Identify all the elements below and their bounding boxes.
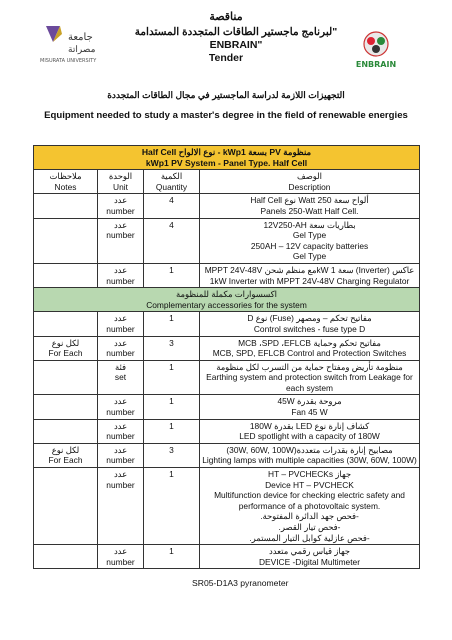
unit-cell: عدد number (98, 312, 144, 336)
svg-text:MISURATA UNIVERSITY: MISURATA UNIVERSITY (40, 58, 97, 64)
tender-title-ar: مناقصة (209, 11, 243, 23)
description-line: ألواح سعة 250 Watt نوع Half Cell (250, 195, 369, 206)
description-line: MCB, SPD, EFLCB Control and Protection Switches (212, 348, 407, 359)
description-cell (200, 545, 420, 569)
note-cell (34, 395, 98, 419)
quantity-cell: 1 (144, 360, 200, 395)
table-row (34, 194, 420, 218)
unit-cell: عدد number (98, 218, 144, 263)
unit-cell: عدد number (98, 395, 144, 419)
description-line: Earthing system and protection switch from Leakage for (206, 372, 413, 383)
section2-title-ar: اكسسوارات مكملة للمنظومة (176, 289, 277, 300)
section-header-pv (34, 146, 420, 170)
unit-cell: عدد number (98, 194, 144, 218)
quantity-cell: 1 (144, 312, 200, 336)
quantity-cell: 4 (144, 218, 200, 263)
description-cell (200, 218, 420, 263)
description-line: مفاتيح تحكم وحماية MCB ،SPD ،EFLCB (238, 337, 381, 348)
description-line: جهاز HT – PVCHECKs (268, 469, 351, 480)
description-line: 1kW Inverter with MPPT 24V-48V Charging Regulator (209, 275, 410, 286)
equipment-table (33, 145, 420, 569)
description-line: -فحص تيار القصر. (278, 522, 341, 532)
description-line: مفاتيح تحكم – ومصهر (Fuse) نوع D (247, 313, 372, 324)
table-row (34, 218, 420, 263)
tender-title-en: Tender (208, 52, 244, 64)
unit-cell: عدد number (98, 468, 144, 545)
note-cell (34, 194, 98, 218)
description-line: كشاف إنارة نوع LED بقدرة 180W (249, 420, 370, 431)
program-title-ar: لبرنامج ماجستير الطاقات المتجددة المستدامة" (134, 26, 338, 38)
svg-text:ENBRAIN: ENBRAIN (355, 60, 397, 69)
quantity-cell: 1 (144, 545, 200, 569)
program-title (128, 26, 344, 52)
table-row (34, 419, 420, 443)
unit-cell: عدد number (98, 443, 144, 467)
description-cell (200, 360, 420, 395)
unit-cell: فئة set (98, 360, 144, 395)
note-cell (34, 263, 98, 287)
note-cell (34, 218, 98, 263)
table-row (34, 312, 420, 336)
description-line: بطاريات سعة 12V250-AH (263, 219, 356, 230)
description-line: Control switches - fuse type D (253, 323, 366, 334)
description-line: Gel Type (292, 230, 327, 241)
quantity-cell: 3 (144, 443, 200, 467)
description-line: Device HT – PVCHECK (265, 479, 354, 490)
description-line: -فحص جهد الدائرة المفتوحة. (260, 511, 359, 522)
description-line: Multifunction device for checking electric safety and (214, 490, 405, 501)
note-cell (34, 312, 98, 336)
section2-title-en: Complementary accessories for the system (146, 299, 307, 310)
note-cell: لكل نوع For Each (34, 443, 98, 467)
note-cell: لكل نوع For Each (34, 336, 98, 360)
quantity-cell: 4 (144, 194, 200, 218)
subtitle-en: Equipment needed to study a master's degree in the field of renewable energies (44, 110, 408, 121)
col-quantity: الكمية Quantity (144, 170, 200, 194)
quantity-cell: 1 (144, 419, 200, 443)
description-line: Panels 250-Watt Half Cell. (260, 205, 359, 216)
col-unit: الوحدة Unit (98, 170, 144, 194)
description-cell (200, 336, 420, 360)
svg-text:جامعة: جامعة (68, 32, 93, 43)
description-line: Gel Type (292, 251, 327, 262)
col-description: الوصف Description (200, 170, 420, 194)
program-title-enbrain: ENBRAIN" (209, 39, 263, 51)
section-title-en: kWp1 PV System - Panel Type. Half Cell (145, 157, 308, 168)
header (0, 0, 452, 78)
section-title-ar: منظومة PV بسعة kWp1 - نوع الالواح Half Cell (141, 147, 312, 157)
note-cell (34, 468, 98, 545)
description-line: performance of a photovoltaic system. (238, 500, 381, 511)
table-row (34, 545, 420, 569)
quantity-cell: 1 (144, 263, 200, 287)
description-cell (200, 194, 420, 218)
subtitle-ar: التجهيزات اللازمة لدراسة الماجستير في مجال الطاقات المتجددة (107, 90, 345, 100)
table-row (34, 443, 420, 467)
description-line: LED spotlight with a capacity of 180W (239, 431, 380, 442)
table-row (34, 468, 420, 545)
section-header-accessories (34, 288, 420, 312)
col-notes: ملاحظات Notes (34, 170, 98, 194)
table-row (34, 360, 420, 395)
description-line: عاكس (Inverter) سعة 1 kWمع منظم شحن MPPT 24V-48V (204, 264, 415, 275)
pyranometer-line: SR05-D1A3 pyranometer (192, 578, 289, 588)
description-line: 250AH – 12V capacity batteries (250, 240, 369, 251)
description-cell (200, 443, 420, 467)
description-line: -فحص عازلية كوابل التيار المستمر. (249, 532, 370, 543)
table-row (34, 395, 420, 419)
quantity-cell: 1 (144, 395, 200, 419)
note-cell (34, 545, 98, 569)
description-line: Lighting lamps with multiple capacities (30W, 60W, 100W) (202, 455, 417, 466)
description-line: جهاز قياس رقمي متعدد (269, 546, 350, 557)
description-cell (200, 468, 420, 545)
description-line: each system (286, 382, 334, 393)
table-row (34, 336, 420, 360)
unit-cell: عدد number (98, 545, 144, 569)
quantity-cell: 3 (144, 336, 200, 360)
description-cell (200, 263, 420, 287)
column-header-row (34, 170, 420, 194)
description-cell (200, 395, 420, 419)
table-row (34, 263, 420, 287)
description-line: منظومة تأريض ومفتاح حماية من التسرب لكل منظومة (216, 361, 403, 372)
unit-cell: عدد number (98, 336, 144, 360)
description-line: Fan 45 W (291, 407, 328, 418)
description-line: مصابيح إنارة بقدرات متعددة(30W, 60W, 100W) (226, 444, 393, 455)
note-cell (34, 419, 98, 443)
description-cell (200, 419, 420, 443)
description-cell (200, 312, 420, 336)
quantity-cell: 1 (144, 468, 200, 545)
enbrain-logo (346, 28, 406, 70)
description-line: DEVICE -Digital Multimeter (259, 556, 360, 567)
unit-cell: عدد number (98, 419, 144, 443)
unit-cell: عدد number (98, 263, 144, 287)
note-cell (34, 360, 98, 395)
description-line: مروحة بقدرة 45W (277, 396, 342, 407)
svg-text:مصراتة: مصراتة (68, 45, 96, 55)
